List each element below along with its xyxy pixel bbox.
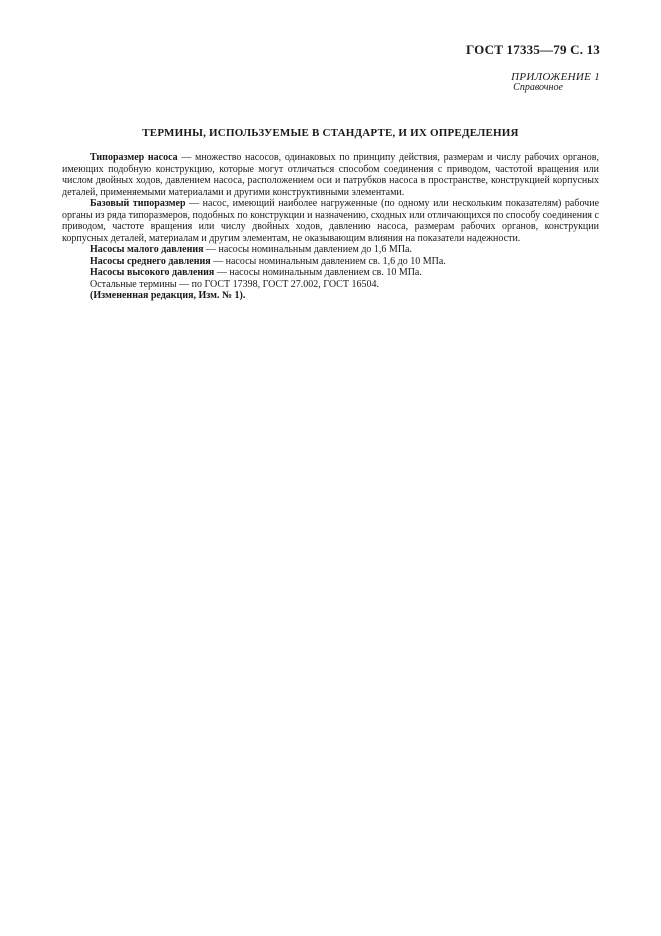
definition-paragraph-low-pressure	[62, 244, 599, 256]
appendix-subtitle: Справочное	[513, 82, 563, 93]
term-label: Базовый типоразмер	[90, 198, 186, 209]
page-header-doc-ref: ГОСТ 17335—79 С. 13	[466, 42, 600, 57]
term-definition: — насосы номинальным давлением св. 1,6 до 10 МПа.	[210, 255, 446, 267]
term-label: Насосы среднего давления	[90, 255, 211, 267]
edition-note: (Измененная редакция, Изм. № 1).	[90, 290, 246, 301]
definition-paragraph-medium-pressure	[62, 256, 599, 268]
definition-paragraph-type-size	[62, 152, 599, 198]
other-terms-reference: Остальные термины — по ГОСТ 17398, ГОСТ 27.002, ГОСТ 16504.	[90, 278, 379, 290]
term-definition: — множество насосов, одинаковых по принципу действия, размерам и числу рабочих органов, имеющих подобную конструкцию, которые могут отличаться способом соединения с приводом, частотой вращения или числом двойных ходов, давлением насоса, расположением оси и патрубков насоса в пространстве, конструкцией корпусных деталей, применяемыми материалами и другими конструктивными элементами.	[62, 152, 599, 198]
term-label: Типоразмер насоса	[90, 152, 178, 163]
section-title: ТЕРМИНЫ, ИСПОЛЬЗУЕМЫЕ В СТАНДАРТЕ, И ИХ ОПРЕДЕЛЕНИЯ	[142, 127, 519, 139]
term-label: Насосы малого давления	[90, 244, 204, 255]
appendix-title: ПРИЛОЖЕНИЕ 1	[511, 71, 600, 83]
term-definition: — насосы номинальным давлением до 1,6 МПа.	[203, 244, 412, 255]
term-label: Насосы высокого давления	[90, 267, 215, 278]
term-definition: — насос, имеющий наиболее нагруженные (по одному или нескольким показателям) рабочие органы из ряда типоразмеров, подобных по конструкции и назначению, сходных или отличающихся по способу соединения с приводом, частоте вращения или числу двойных ходов, давлению насоса, размерам рабочих органов, конструкции корпусных деталей, материалам и другим элементам, не оказывающим влияния на показатели надежности.	[62, 198, 600, 244]
definition-paragraph-high-pressure	[62, 267, 599, 279]
definition-paragraph-base-size	[62, 198, 599, 244]
appendix-block	[511, 71, 600, 93]
document-body	[62, 152, 599, 302]
term-definition: — насосы номинальным давлением св. 10 МПа.	[214, 267, 422, 278]
